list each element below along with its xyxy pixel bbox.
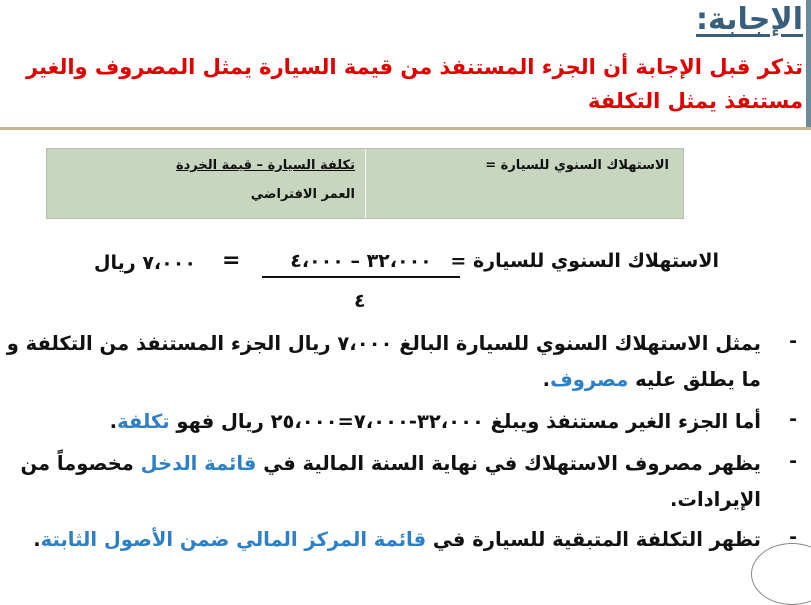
formula-box <box>46 148 684 219</box>
bullet-income-statement <box>0 446 761 518</box>
bullet-dash-4: - <box>789 526 797 548</box>
bullet-1-end: . <box>542 368 551 391</box>
bullet-1-text-1: يمثل الاستهلاك السنوي للسيارة البالغ ٧،٠٠٠ ريال الجزء المستنفذ من التكلفة و <box>6 332 761 355</box>
bullet-1-text-2: ما يطلق عليه <box>635 368 761 391</box>
bullet-1-highlight: مصروف <box>550 368 629 391</box>
formula-left-side: الاستهلاك السنوي للسيارة = <box>485 158 669 173</box>
bullet-balance-sheet <box>1 522 761 558</box>
bullet-4-text: تظهر التكلفة المتبقية للسيارة في <box>432 528 761 551</box>
bullet-dash-3: - <box>789 450 797 472</box>
calculation-denominator: ٤ <box>354 290 366 312</box>
bullet-2-highlight: تكلفة <box>117 410 170 433</box>
bullet-3-text-2: مخصوماً من الإيرادات. <box>20 452 761 511</box>
formula-separator <box>365 149 366 218</box>
header-divider <box>0 127 811 130</box>
reminder-text: تذكر قبل الإجابة أن الجزء المستنفذ من قيمة السيارة يمثل المصروف والغير مستنفذ يمثل التكلفة <box>25 55 803 113</box>
bullet-4-end: . <box>33 528 41 551</box>
formula-numerator: تكلفة السيارة – قيمة الخردة <box>175 158 355 173</box>
calculation-equals: = <box>222 248 241 273</box>
right-accent-bar <box>806 0 811 128</box>
bullet-4-highlight: قائمة المركز المالي ضمن الأصول الثابتة <box>40 528 427 551</box>
bullet-3-highlight: قائمة الدخل <box>140 452 257 475</box>
bullet-2-text: أما الجزء الغير مستنفذ ويبلغ ٣٢،٠٠٠-٧،٠٠٠=٢٥،٠٠٠ ريال فهو <box>176 410 761 433</box>
bullet-dash-1: - <box>789 330 797 352</box>
calculation-left-side: الاستهلاك السنوي للسيارة = <box>450 250 719 272</box>
bullet-cost <box>1 404 761 440</box>
answer-title: الإجابة: <box>696 2 803 37</box>
calculation-result: ٧،٠٠٠ ريال <box>94 252 196 274</box>
bullet-3-text-1: يظهر مصروف الاستهلاك في نهاية السنة المالية في <box>263 452 761 475</box>
calculation-numerator: ٣٢،٠٠٠ – ٤،٠٠٠ <box>262 250 460 278</box>
bullet-2-end: . <box>109 410 118 433</box>
bullet-expense <box>0 326 761 398</box>
formula-denominator: العمر الافتراضي <box>250 187 355 202</box>
bullet-dash-2: - <box>789 408 797 430</box>
